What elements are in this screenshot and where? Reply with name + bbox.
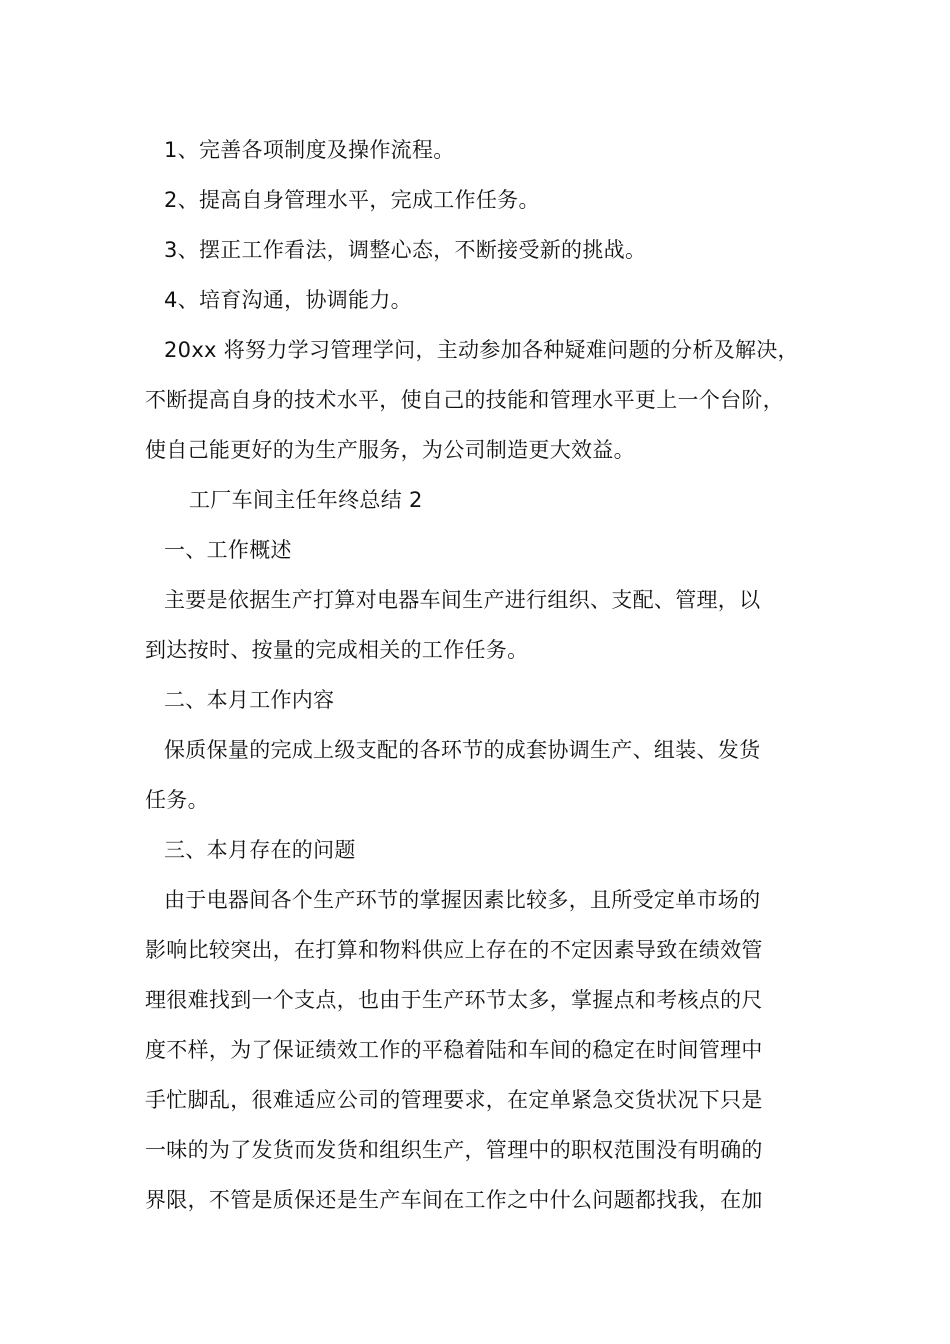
paragraph-1-line-1: 主要是依据生产打算对电器车间生产进行组织、支配、管理，以 [164,588,761,612]
paragraph-3-line-6: 一味的为了发货而发货和组织生产，管理中的职权范围没有明确的 [145,1138,763,1162]
paragraph-2-line-1: 保质保量的完成上级支配的各环节的成套协调生产、组装、发货 [164,738,761,762]
section-title: 工厂车间主任年终总结 2 [189,488,423,512]
paragraph-3-line-4: 度不样，为了保证绩效工作的平稳着陆和车间的稳定在时间管理中 [145,1038,763,1062]
paragraph-1-line-2: 到达按时、按量的完成相关的工作任务。 [145,638,529,662]
heading-work-overview: 一、工作概述 [164,538,292,562]
closing-paragraph-line-3: 使自己能更好的为生产服务，为公司制造更大效益。 [145,438,635,462]
list-item-3: 3、摆正工作看法，调整心态，不断接受新的挑战。 [164,238,647,262]
closing-paragraph-line-2: 不断提高自身的技术水平，使自己的技能和管理水平更上一个台阶， [145,388,784,412]
heading-monthly-problems: 三、本月存在的问题 [164,838,356,862]
paragraph-3-line-3: 理很难找到一个支点，也由于生产环节太多，掌握点和考核点的尺 [145,988,763,1012]
paragraph-3-line-7: 界限，不管是质保还是生产车间在工作之中什么问题都找我，在加 [145,1188,763,1212]
list-item-2: 2、提高自身管理水平，完成工作任务。 [164,188,540,212]
paragraph-3-line-5: 手忙脚乱，很难适应公司的管理要求，在定单紧急交货状况下只是 [145,1088,763,1112]
paragraph-3-line-2: 影响比较突出，在打算和物料供应上存在的不定因素导致在绩效管 [145,938,763,962]
list-item-4: 4、培育沟通，协调能力。 [164,288,412,312]
paragraph-3-line-1: 由于电器间各个生产环节的掌握因素比较多，且所受定单市场的 [164,888,761,912]
paragraph-2-line-2: 任务。 [145,788,209,812]
closing-paragraph-line-1: 20xx 将努力学习管理学问，主动参加各种疑难问题的分析及解决， [164,338,799,362]
heading-monthly-work: 二、本月工作内容 [164,688,335,712]
list-item-1: 1、完善各项制度及操作流程。 [164,138,455,162]
